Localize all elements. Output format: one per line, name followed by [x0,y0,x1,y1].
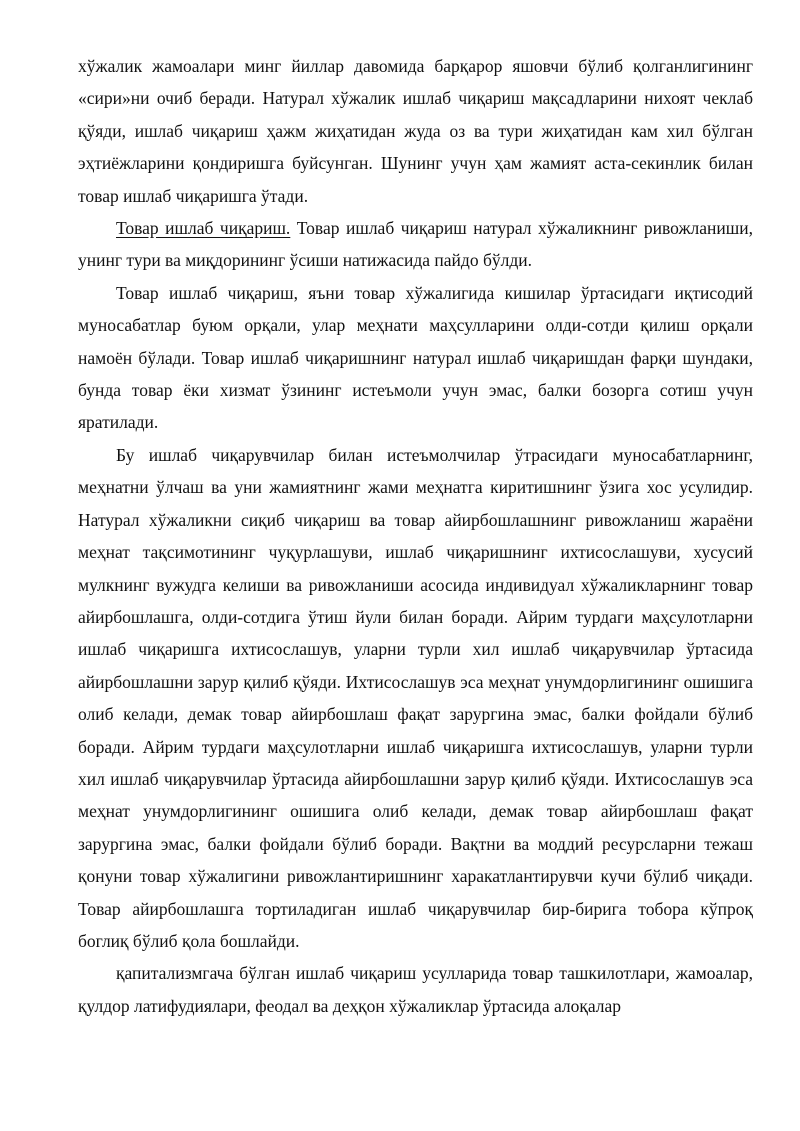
document-page [78,50,753,1022]
section-term-heading: Товар ишлаб чиқариш. [116,218,291,239]
paragraph-economic-relations: Товар ишлаб чиқариш, яъни товар хўжалигида кишилар ўртасидаги иқтисодий муносабатлар буюм орқали, улар меҳнати маҳсулларини олди-сотди қилиш орқали намоён бўлади. Товар ишлаб чиқаришнинг натурал ишлаб чиқаришдан фарқи шундаки, бунда товар ёки хизмат ўзининг истеъмоли учун эмас, балки бозорга сотиш учун яратилади. [78,282,753,433]
paragraph-body-text: Товар ишлаб чиқариш натурал хўжаликнинг ривожланиши, унинг тури ва миқдорининг ўсиши натижасида пайдо бўлди. [78,218,753,271]
paragraph-intro-continued: хўжалик жамоалари минг йиллар давомида барқарор яшовчи бўлиб қолганлигининг «сири»ни очиб беради. Натурал хўжалик ишлаб чиқариш мақсадларини нихоят чеклаб қўяди, ишлаб чиқариш ҳажм жиҳатидан жуда оз ва тури жиҳатидан кам хил бўлган эҳтиёжларини қондиришга буйсунган. Шунинг учун ҳам жамият аста-секинлик билан товар ишлаб чиқаришга ўтади. [78,56,753,206]
paragraph-specialization: Бу ишлаб чиқарувчилар билан истеъмолчилар ўтрасидаги муносабатларнинг, меҳнатни ўлчаш ва уни жамиятнинг жами меҳнатга киритишнинг ўзига хос усулидир. Натурал хўжаликни сиқиб чиқариш ва товар айирбошлашнинг ривожланиш жараёни меҳнат тақсимотининг чуқурлашуви, ишлаб чиқаришнинг ихтисослашуви, хусусий мулкнинг вужудга келиши ва ривожланиши асосида индивидуал хўжаликларнинг товар айирбошлашга, олди-сотдига ўтиш йули билан боради. Айрим турдаги маҳсулотларни ишлаб чиқаришга ихтисослашув, уларни турли хил ишлаб чиқарувчилар ўртасида айирбошлашни зарур қилиб қўяди. Ихтисослашув эса меҳнат унумдорлигининг ошишига олиб келади, демак товар айирбошлаш фақат зарургина эмас, балки фойдали бўлиб боради. Айрим турдаги маҳсулотларни ишлаб чиқаришга ихтисослашув, уларни турли хил ишлаб чиқарувчилар ўртасида айирбошлашни зарур қилиб қўяди. Ихтисослашув эса меҳнат унумдорлигининг ошишига олиб келади, демак товар айирбошлаш фақат зарургина эмас, балки фойдали бўлиб боради. Вақтни ва моддий ресурсларни тежаш қонуни товар хўжалигини ривожлантиришнинг харакатлантирувчи кучи бўлиб чиқади. Товар айирбошлашга тортиладиган ишлаб чиқарувчилар бир-бирига тобора кўпроқ боглиқ бўлиб қола бошлайди. [78,444,753,951]
paragraph-commodity-production [78,212,753,277]
paragraph-precapitalist: қапитализмгача бўлган ишлаб чиқариш усулларида товар ташкилотлари, жамоалар, қулдор латифудиялари, феодал ва деҳқон хўжаликлар ўртасида алоқалар [78,963,753,1016]
